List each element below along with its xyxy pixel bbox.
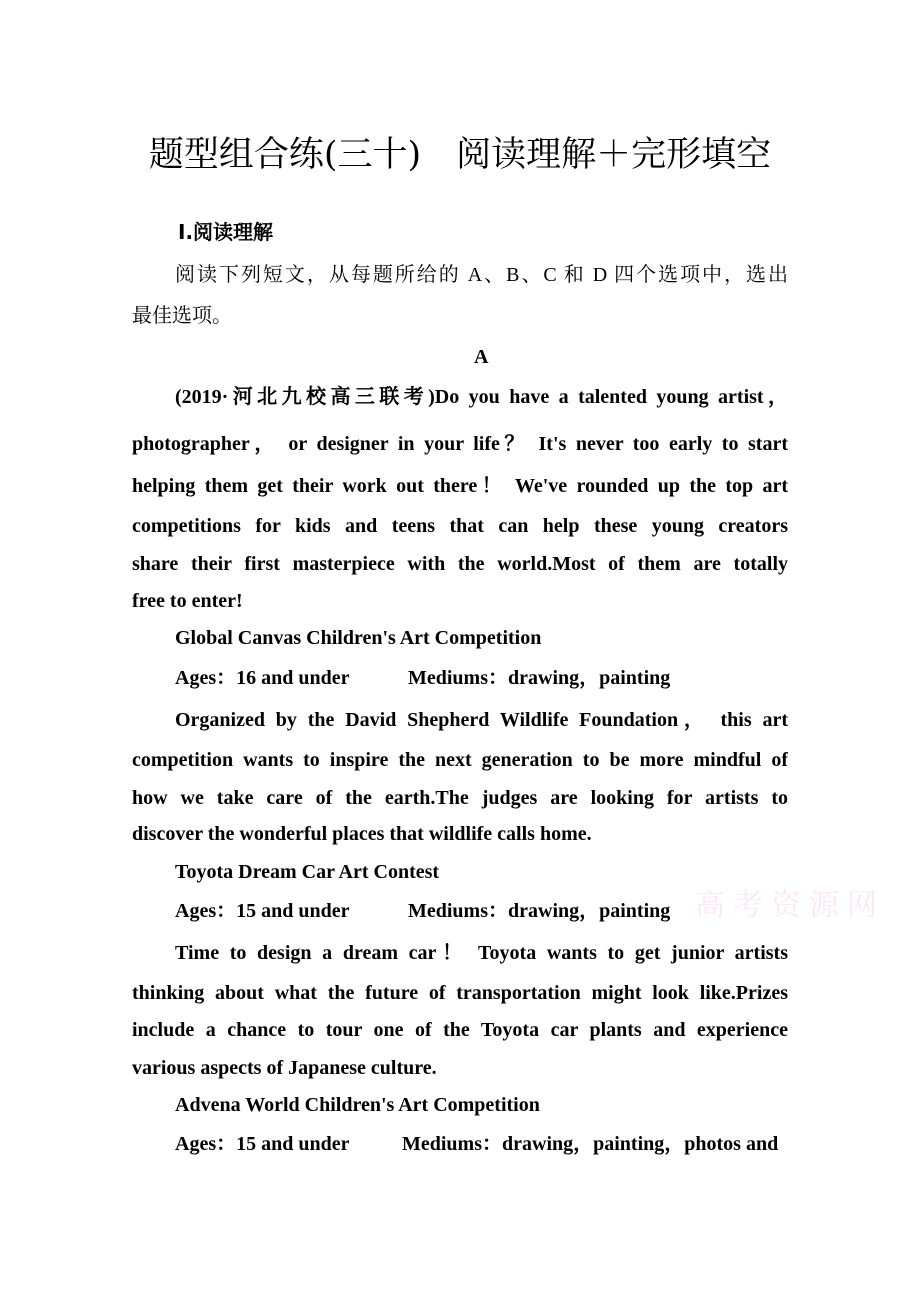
passage-label: A (474, 346, 489, 368)
instructions-line: 阅读下列短文，从每题所给的 A、B、C 和 D 四个选项中，选出 (175, 264, 788, 286)
intro-line: helping them get their work out there！ We've rounded up the top art (132, 475, 788, 497)
intro-line: competitions for kids and teens that can help these young creators (132, 515, 788, 537)
page-title: 题型组合练(三十) 阅读理解＋完形填空 (148, 135, 772, 175)
competition-name: Global Canvas Children's Art Competition (175, 627, 542, 649)
competition-desc: include a chance to tour one of the Toyota car plants and experience (132, 1019, 788, 1041)
competition-mediums: Mediums：drawing，painting (408, 900, 671, 922)
competition-ages: Ages：15 and under (175, 900, 350, 922)
competition-desc: Organized by the David Shepherd Wildlife Foundation， this art (175, 709, 788, 731)
intro-line: (2019·河北九校高三联考)Do you have a talented young artist， (175, 386, 788, 408)
competition-ages: Ages：15 and under (175, 1133, 350, 1155)
watermark: 高考资源网 (695, 888, 885, 923)
intro-line: share their first masterpiece with the world.Most of them are totally (132, 553, 788, 575)
competition-desc: Time to design a dream car！ Toyota wants to get junior artists (175, 942, 788, 964)
competition-desc: how we take care of the earth.The judges are looking for artists to (132, 787, 788, 809)
competition-desc: competition wants to inspire the next generation to be more mindful of (132, 749, 788, 771)
intro-line: photographer， or designer in your life？ It's never too early to start (132, 433, 788, 455)
instructions-line: 最佳选项。 (132, 305, 232, 327)
intro-line: free to enter! (132, 590, 243, 612)
competition-mediums: Mediums：drawing，painting，photos and (402, 1133, 779, 1155)
competition-desc: thinking about what the future of transportation might look like.Prizes (132, 982, 788, 1004)
competition-name: Toyota Dream Car Art Contest (175, 861, 440, 883)
competition-mediums: Mediums：drawing，painting (408, 667, 671, 689)
competition-desc: various aspects of Japanese culture. (132, 1057, 437, 1079)
section-heading: Ⅰ.阅读理解 (178, 220, 274, 244)
competition-desc: discover the wonderful places that wildlife calls home. (132, 823, 592, 845)
competition-name: Advena World Children's Art Competition (175, 1094, 540, 1116)
competition-ages: Ages：16 and under (175, 667, 350, 689)
